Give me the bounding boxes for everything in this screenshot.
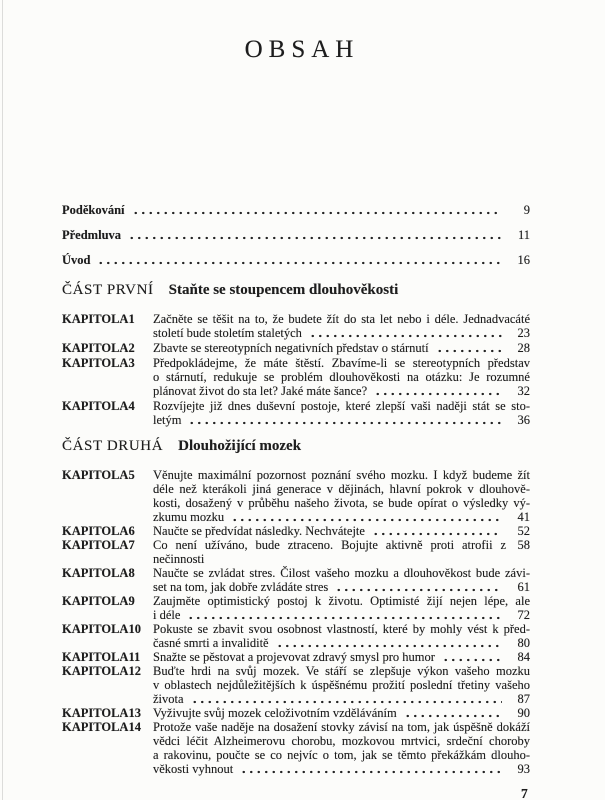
chapter-text [153,650,530,664]
chapter-number: 13 [128,706,141,720]
part-title: Staňte se stoupencem dlouhověkosti [168,282,399,298]
entry-title: Úvod [62,253,91,267]
chapter-text-line [153,608,530,622]
chapter-number: 11 [128,650,141,664]
chapter-text-line: kosti, dosažený v průběhu našeho života, se bude opírat o výsledky vý- [153,496,530,510]
chapter-text-line: Protože vaše naděje na dosažení stovky závisí na tom, jak úspěšně dokáží [153,720,530,734]
chapter-text-line: a rakovinu, poučte se co nejvíc o tom, jak se těmto překážkám dlouho- [153,748,530,762]
chapter-word: KAPITOLA [62,622,129,636]
chapter-text-last-line: letým [153,413,182,427]
toc-content [62,203,530,776]
chapter-word: KAPITOLA [62,566,129,580]
chapter-label [62,650,141,664]
dot-leader [132,203,502,217]
chapter-label [62,356,134,398]
dot-leader [191,692,502,706]
entry-page-number: 11 [517,228,530,242]
chapter-page-number: 80 [517,636,530,650]
parts-list [62,281,530,776]
part-heading [62,437,530,456]
chapter-word: KAPITOLA [62,650,129,664]
chapter-text-line [153,413,530,427]
chapter-entry [62,594,530,622]
chapter-entry [62,399,530,427]
chapter-label [62,468,134,524]
part-section [62,281,530,427]
chapter-text-last-line: zkumu mozku [153,510,225,524]
scan-edge-line [2,0,3,800]
front-matter-entry [62,253,530,267]
part-section [62,437,530,776]
chapter-text-last-line: set na tom, jak dobře zvládáte stres [153,580,329,594]
chapter-entry [62,720,530,776]
chapter-number: 14 [128,720,141,734]
chapter-text [153,622,530,650]
chapter-label [62,341,134,355]
chapter-entry [62,468,530,524]
dot-leader [276,636,502,650]
entry-title: Předmluva [62,228,122,242]
chapter-page-number: 36 [517,413,530,427]
chapter-number: 1 [128,312,135,326]
chapter-word: KAPITOLA [62,524,129,538]
chapter-entry [62,312,530,340]
chapter-text [153,566,530,594]
chapter-text-line [153,538,530,566]
chapter-number: 6 [128,524,135,538]
chapter-entry [62,664,530,706]
chapter-word: KAPITOLA [62,399,129,413]
chapter-text-line [153,326,530,340]
chapter-number: 9 [128,594,135,608]
chapter-page-number: 72 [517,608,530,622]
dot-leader [335,580,502,594]
chapter-text-line [153,762,530,776]
chapter-number: 4 [128,399,135,413]
chapter-text-last-line: časné smrti a invaliditě [153,636,269,650]
dot-leader [372,524,502,538]
chapter-word: KAPITOLA [62,341,129,355]
chapter-page-number: 52 [517,524,530,538]
chapter-page-number: 41 [517,510,530,524]
chapter-text-last-line: Naučte se předvídat následky. Nechvátejte [153,524,365,538]
chapter-entry [62,622,530,650]
chapter-text-last-line: plánovat život do sta let? Jaké máte šance? [153,384,368,398]
chapter-entry [62,341,530,355]
chapter-text [153,538,530,566]
entry-page-number: 9 [523,203,530,217]
chapter-text-last-line: Vyživujte svůj mozek celoživotním vzděláváním [153,706,397,720]
chapter-entry [62,538,530,566]
chapter-label [62,538,134,566]
chapter-number: 3 [128,356,135,370]
chapter-page-number: 93 [517,762,530,776]
chapter-label [62,524,134,538]
chapter-entry [62,356,530,398]
chapter-text-last-line: století bude stoletím staletých [153,326,302,340]
chapter-text-last-line: věkosti vyhnout [153,762,234,776]
chapter-label [62,566,134,594]
chapter-number: 5 [128,468,135,482]
chapter-page-number: 32 [517,384,530,398]
part-name: ČÁST PRVNÍ [62,282,154,298]
part-name: ČÁST DRUHÁ [62,438,164,454]
chapter-word: KAPITOLA [62,664,129,678]
chapter-text-line: Věnujte maximální pozornost poznání svého mozku. I když budeme žít [153,468,530,482]
chapter-page-number: 58 [517,538,530,552]
chapter-text-last-line: Snažte se pěstovat a projevovat zdravý smysl pro humor [153,650,435,664]
chapter-label [62,720,141,776]
chapter-label [62,664,141,706]
dot-leader [187,608,502,622]
chapter-word: KAPITOLA [62,538,129,552]
chapter-text-line [153,692,530,706]
chapter-label [62,594,134,622]
chapter-page-number: 28 [517,341,530,355]
chapter-text-line: Pokuste se zbavit svou osobnost vlastností, které by mohly vést k před- [153,622,530,636]
dot-leader [374,384,502,398]
chapter-text [153,594,530,622]
chapter-text-line: vědci léčit Alzheimerovu chorobu, mozkovou mrtvici, srdeční choroby [153,734,530,748]
chapter-text-last-line: i déle [153,608,181,622]
chapter-text [153,468,530,524]
chapter-text-line [153,636,530,650]
chapter-text-line [153,510,530,524]
chapter-number: 10 [128,622,141,636]
chapter-text [153,524,530,538]
chapter-number: 2 [128,341,135,355]
chapter-text-line: o stárnutí, redukuje se problém dlouhověkosti na otázku: Je rozumné [153,370,530,384]
front-matter-list [62,203,530,267]
chapter-number: 8 [128,566,135,580]
chapter-entry [62,650,530,664]
chapter-text-last-line: života [153,692,184,706]
page-title: OBSAH [244,36,360,63]
chapter-text-line: Rozvíjejte již dnes duševní postoje, které zlepší vaši naději stát se sto- [153,399,530,413]
entry-page-number: 16 [517,253,530,267]
chapter-label [62,312,134,340]
chapter-text-last-line: Zbavte se stereotypních negativních představ o stárnutí [153,341,429,355]
chapter-word: KAPITOLA [62,312,129,326]
chapter-text-line: déle než kterákoli jiná generace v dějinách, hlavní pokrok v dlouhově- [153,482,530,496]
chapter-text-line [153,524,530,538]
chapter-text-line [153,580,530,594]
chapter-page-number: 87 [517,692,530,706]
chapter-text-line: v oblastech nejdůležitějších k úspěšnému prožití poslední třetiny vašeho [153,678,530,692]
chapter-text-line [153,706,530,720]
chapter-text-line: Buďte hrdi na svůj mozek. Ve stáří se zlepšuje výkon vašeho mozku [153,664,530,678]
dot-leader [404,706,502,720]
chapter-text-line [153,384,530,398]
chapter-text [153,312,530,340]
dot-leader [240,762,502,776]
chapter-text-last-line: Co není užíváno, bude ztraceno. Bojujte aktivně proti atrofii z nečinnosti [153,538,506,566]
dot-leader [442,650,502,664]
chapter-text [153,341,530,355]
chapter-entry [62,706,530,720]
chapter-text-line: Naučte se zvládat stres. Čilost vašeho mozku a dlouhověkost bude závi- [153,566,530,580]
part-heading [62,281,530,300]
chapter-label [62,622,141,650]
chapter-word: KAPITOLA [62,468,129,482]
chapter-word: KAPITOLA [62,706,129,720]
front-matter-entry [62,228,530,242]
chapter-page-number: 61 [517,580,530,594]
chapter-number: 12 [128,664,141,678]
chapter-text-line [153,341,530,355]
dot-leader [188,413,502,427]
dot-leader [231,510,502,524]
chapter-text [153,720,530,776]
chapter-page-number: 84 [517,650,530,664]
chapter-page-number: 90 [517,706,530,720]
chapter-text [153,356,530,398]
chapter-word: KAPITOLA [62,594,129,608]
chapter-text [153,399,530,427]
chapter-number: 7 [128,538,135,552]
chapter-label [62,706,141,720]
part-title: Dlouhožijící mozek [178,438,302,454]
chapter-text-line [153,650,530,664]
chapter-entry [62,524,530,538]
front-matter-entry [62,203,530,217]
chapter-text-line: Předpokládejme, že máte štěstí. Zbavíme-li se stereotypních představ [153,356,530,370]
chapter-list [62,468,530,776]
chapter-label [62,399,134,427]
chapter-word: KAPITOLA [62,356,129,370]
chapter-list [62,312,530,427]
chapter-text-line: Zaujměte optimistický postoj k životu. Optimisté žijí nejen lépe, ale [153,594,530,608]
dot-leader [436,341,502,355]
chapter-word: KAPITOLA [62,720,129,734]
chapter-entry [62,566,530,594]
entry-title: Poděkování [62,203,125,217]
chapter-text [153,706,530,720]
chapter-text [153,664,530,706]
chapter-page-number: 23 [517,326,530,340]
dot-leader [309,326,502,340]
dot-leader [128,228,502,242]
chapter-text-line: Začněte se těšit na to, že budete žít do sta let nebo i déle. Jednadvacáté [153,312,530,326]
folio-page-number: 7 [521,786,528,800]
dot-leader [97,253,502,267]
